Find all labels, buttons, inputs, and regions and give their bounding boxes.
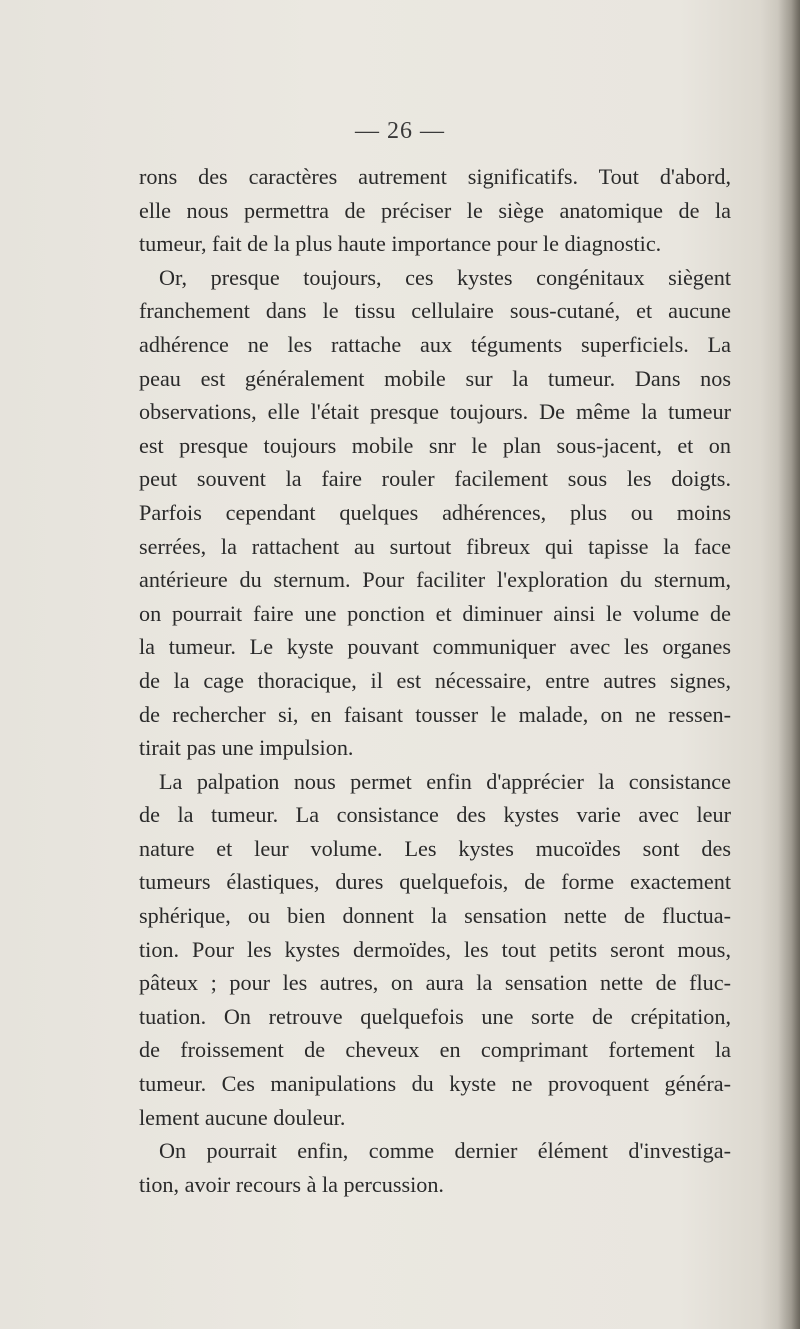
text-line: est presque toujours mobile snr le plan sous-jacent, et on	[139, 432, 731, 458]
text-line: tumeur. Ces manipulations du kyste ne provoquent généra-	[139, 1071, 731, 1097]
text-line: Or, presque toujours, ces kystes congénitaux siègent	[159, 264, 731, 290]
text-line: serrées, la rattachent au surtout fibreux qui tapisse la face	[139, 533, 731, 559]
text-line: la tumeur. Le kyste pouvant communiquer avec les organes	[139, 634, 731, 660]
text-line: on pourrait faire une ponction et diminuer ainsi le volume de	[139, 600, 731, 626]
text-line: tuation. On retrouve quelquefois une sorte de crépitation,	[139, 1003, 731, 1029]
text-line: adhérence ne les rattache aux téguments superficiels. La	[139, 331, 731, 357]
text-line: peau est généralement mobile sur la tumeur. Dans nos	[139, 365, 731, 391]
text-line: franchement dans le tissu cellulaire sous-cutané, et aucune	[139, 298, 731, 324]
text-line: tumeur, fait de la plus haute importance pour le diagnostic.	[139, 231, 662, 257]
text-line: de la cage thoracique, il est nécessaire, entre autres signes,	[139, 667, 731, 693]
text-line: peut souvent la faire rouler facilement sous les doigts.	[139, 466, 731, 492]
page-edge-shadow	[778, 0, 800, 1329]
text-line: nature et leur volume. Les kystes mucoïdes sont des	[139, 835, 731, 861]
text-line: On pourrait enfin, comme dernier élément d'investiga-	[159, 1138, 731, 1164]
text-line: tirait pas une impulsion.	[139, 735, 354, 761]
text-line: observations, elle l'était presque toujours. De même la tumeur	[139, 399, 731, 425]
text-line: sphérique, ou bien donnent la sensation nette de fluctua-	[139, 903, 731, 929]
body-text	[139, 160, 731, 1201]
text-line: rons des caractères autrement significatifs. Tout d'abord,	[139, 164, 731, 189]
text-line: elle nous permettra de préciser le siège anatomique de la	[139, 197, 731, 223]
text-line: de rechercher si, en faisant tousser le malade, on ne ressen-	[139, 701, 731, 727]
text-line: pâteux ; pour les autres, on aura la sensation nette de fluc-	[139, 970, 731, 996]
text-line: lement aucune douleur.	[139, 1104, 346, 1130]
text-line: tumeurs élastiques, dures quelquefois, de forme exactement	[139, 869, 731, 895]
text-line: Parfois cependant quelques adhérences, plus ou moins	[139, 499, 731, 525]
text-line: La palpation nous permet enfin d'apprécier la consistance	[159, 768, 731, 794]
text-line: antérieure du sternum. Pour faciliter l'exploration du sternum,	[139, 567, 731, 593]
text-line: de froissement de cheveux en comprimant fortement la	[139, 1037, 731, 1063]
text-line: de la tumeur. La consistance des kystes varie avec leur	[139, 802, 731, 828]
text-line: tion. Pour les kystes dermoïdes, les tout petits seront mous,	[139, 936, 731, 962]
page-number: — 26 —	[355, 118, 445, 144]
text-line: tion, avoir recours à la percussion.	[139, 1171, 444, 1197]
